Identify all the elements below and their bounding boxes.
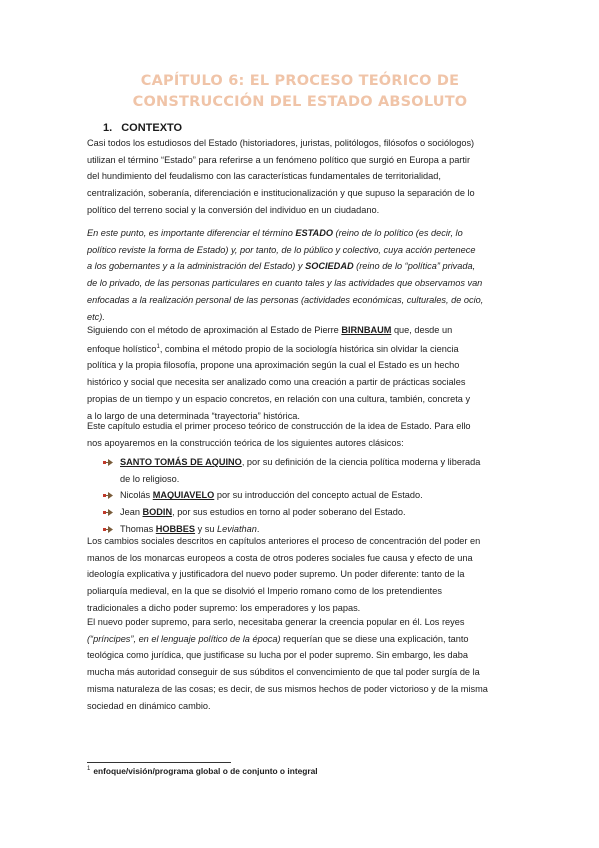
p6-line: teológica como jurídica, que justificase su lucha por el poder supremo. Sin embargo, les daba xyxy=(87,650,468,661)
p3-line: propias de un tiempo y un espacio concretos, en relación con una cultura, también, concreta y xyxy=(87,393,471,404)
p3-line: Siguiendo con el método de aproximación al Estado de Pierre BIRNBAUM que, desde un xyxy=(87,325,453,335)
p6-line: sociedad en dinámico cambio. xyxy=(87,700,211,711)
p5-line: ideología explicativa y justificadora del nuevo poder supremo. Un poder diferente: tanto de la xyxy=(87,569,465,580)
p1-line: Casi todos los estudiosos del Estado (historiadores, juristas, politólogos, filósofos o sociólogos) xyxy=(87,138,475,148)
p2-line: a los gobernantes y a la administración del Estado) y SOCIEDAD (reino de lo “política” privada, xyxy=(87,261,476,272)
p6-line: mucha más autoridad conseguir de sus súbditos el convencimiento de que tal poder surgía de la xyxy=(87,667,480,678)
chapter-title-line-1: CAPÍTULO 6: EL PROCESO TEÓRICO DE xyxy=(140,73,460,89)
paragraph-3 xyxy=(87,322,513,424)
p3-line: enfoque holístico$^1$, combina el método propio de la sociología histórica sin olvidar la ciencia xyxy=(87,343,459,354)
book-title: Leviathan xyxy=(217,523,257,534)
section-title: CONTEXTO xyxy=(121,122,183,134)
authors-list xyxy=(101,454,513,538)
chapter-title-line-2: CONSTRUCCIÓN DEL ESTADO ABSOLUTO xyxy=(132,94,468,110)
p5-line: Los cambios sociales descritos en capítulos anteriores el proceso de concentración del poder en xyxy=(87,536,481,546)
footnote-separator xyxy=(87,762,231,763)
p1-line: político del terreno social y la conversión del individuo en un ciudadano. xyxy=(87,204,380,215)
p3-line: a lo largo de una determinada “trayectoria” histórica. xyxy=(87,410,300,421)
p2-line: de lo privado, de las personas particulares en cuanto tales y las actividades que observamos van xyxy=(87,278,483,289)
paragraph-2 xyxy=(87,225,513,325)
footnote-text: enfoque/visión/programa global o de conjunto o integral xyxy=(93,766,318,776)
p5-line: tradicionales a dicho poder supremo: los emperadores y los papas. xyxy=(87,602,361,613)
author-name: SANTO TOMÁS DE AQUINO xyxy=(120,457,242,467)
paragraph-4 xyxy=(87,418,513,451)
p3-line: política y la propia filosofía, propone una aproximación según la cual el Estado es un hecho xyxy=(87,360,460,371)
footnote-ref[interactable]: 1 xyxy=(156,343,160,350)
p2-line: enfocadas a la realización personal de las personas (actividades económicas, culturales, de ocio, xyxy=(87,294,484,305)
footnote xyxy=(87,766,318,776)
section-heading xyxy=(103,122,191,134)
list-item: SANTO TOMÁS DE AQUINO, por su definición de la ciencia política moderna y liberada xyxy=(101,454,513,471)
author-birnbaum: BIRNBAUM xyxy=(341,325,392,335)
author-name: BODIN xyxy=(142,507,173,518)
p5-line: manos de los monarcas europeos a costa de otros poderes sociales fue causa y efecto de una xyxy=(87,552,473,563)
pushpin-arrow-icon xyxy=(103,491,113,500)
list-item: Nicolás MAQUIAVELO por su introducción del concepto actual de Estado. xyxy=(101,487,513,504)
list-item: Thomas HOBBES y su Leviathan. xyxy=(101,521,513,538)
paragraph-6 xyxy=(87,614,513,714)
term-sociedad: SOCIEDAD xyxy=(305,261,354,272)
p6-line: (“príncipes”, en el lenguaje político de la época) requerían que se diese una explicación, tanto xyxy=(87,633,469,644)
p6-line: El nuevo poder supremo, para serlo, necesitaba generar la creencia popular en él. Los reyes xyxy=(87,617,465,627)
paragraph-5 xyxy=(87,533,513,617)
p4-line: nos apoyaremos en la construcción teórica de los siguientes autores clásicos: xyxy=(87,437,404,448)
p1-line: del hundimiento del feudalismo con las características fundamentales de territorialidad, xyxy=(87,171,441,182)
list-item: Jean BODIN, por sus estudios en torno al poder soberano del Estado. xyxy=(101,504,513,521)
p1-line: utilizan el término “Estado” para referirse a un fenómeno político que surgió en Europa a partir xyxy=(87,154,471,165)
p5-line: poliarquía medieval, en la que se disolvió el Imperio romano como de los pretendientes xyxy=(87,586,442,597)
p2-line: En este punto, es importante diferenciar el término ESTADO (reino de lo político (es decir, lo xyxy=(87,228,463,238)
footnote-number: 1 xyxy=(87,766,91,773)
p4-line: Este capítulo estudia el primer proceso teórico de construcción de la idea de Estado. Para ello xyxy=(87,421,471,431)
p1-line: centralización, soberanía, diferenciación e institucionalización y que supuso la separación de lo xyxy=(87,188,475,199)
pushpin-arrow-icon xyxy=(103,458,113,467)
paragraph-1 xyxy=(87,135,513,219)
p3-line: histórico y social que necesita ser analizado como una creación a partir de prácticas sociales xyxy=(87,377,466,388)
term-estado: ESTADO xyxy=(295,228,333,238)
author-name: MAQUIAVELO xyxy=(152,490,215,501)
list-item-continuation: de lo religioso. xyxy=(120,473,180,484)
author-name: HOBBES xyxy=(155,523,196,534)
chapter-title xyxy=(60,71,540,113)
p2-line: político reviste la forma de Estado) y, por tanto, de lo público y colectivo, cuya acción pertenece xyxy=(87,244,476,255)
p2-line: etc). xyxy=(87,311,105,322)
pushpin-arrow-icon xyxy=(103,508,113,517)
p6-line: misma naturaleza de las cosas; es decir, de sus mismos hechos de poder victorioso y de la misma xyxy=(87,683,488,694)
section-number: 1. xyxy=(103,122,113,134)
